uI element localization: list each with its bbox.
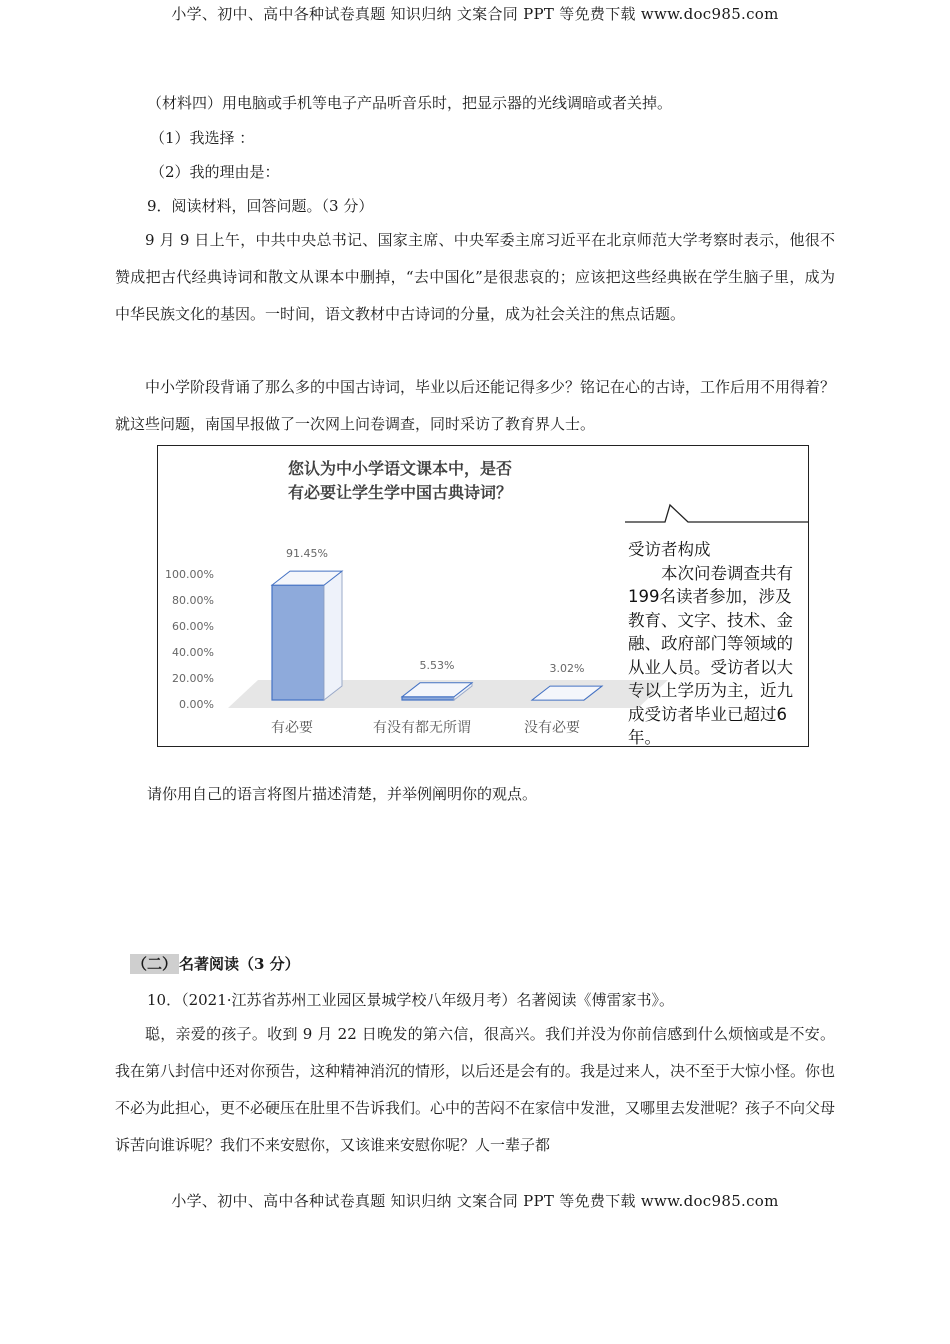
- question-9-title: 9．阅读材料，回答问题。（3 分）: [147, 197, 374, 215]
- chart-title-line-1: 您认为中小学语文课本中，是否: [288, 459, 513, 478]
- question-10-paragraph: 聪，亲爱的孩子。收到 9 月 22 日晚发的第六信，很高兴。我们并没为你前信感到什么烦恼或是不安。我在第八封信中还对你预告，这种精神消沉的情形，以后还是会有的。我是过来人，决不至于大惊小怪。你也不必为此担心，更不必硬压在肚里不告诉我们。心中的苦闷不在家信中发泄，又哪里去发泄呢？孩子不向父母诉苦向谁诉呢？我们不来安慰你，又该谁来安慰你呢？人一辈子都: [115, 1025, 836, 1154]
- page-header: 小学、初中、高中各种试卷真题 知识归纳 文案合同 PPT 等免费下载 www.doc985.com: [171, 5, 779, 23]
- respondent-note-body: 本次问卷调查共有199名读者参加，涉及教育、文字、技术、金融、政府部门等领域的从业人员。受访者以大专以上学历为主，近九成受访者毕业已超过6年。: [628, 563, 793, 747]
- chart-title-line-2: 有必要让学生学中国古典诗词？: [288, 483, 513, 502]
- category-label: 有没有都无所谓: [373, 720, 471, 736]
- category-label: 有必要: [271, 720, 313, 736]
- y-tick-label: 60.00%: [172, 620, 214, 633]
- bar-side: [324, 571, 342, 700]
- bar-value-label: 5.53%: [419, 658, 455, 672]
- bar-front: [272, 585, 324, 700]
- question-9-paragraph-1: 9 月 9 日上午，中共中央总书记、国家主席、中央军委主席习近平在北京师范大学考察时表示，他很不赞成把古代经典诗词和散文从课本中删掉，“去中国化”是很悲哀的；应该把这些经典嵌在学生脑子里，成为中华民族文化的基因。一时间，语文教材中古诗词的分量，成为社会关注的焦点话题。: [115, 231, 835, 323]
- y-tick-label: 20.00%: [172, 672, 214, 685]
- y-axis-ticks: [165, 568, 214, 711]
- bar-value-label: 91.45%: [286, 547, 328, 561]
- question-reason: （2）我的理由是：: [150, 163, 280, 181]
- section-2-title: 名著阅读（3 分）: [179, 955, 300, 973]
- question-9-task: 请你用自己的语言将图片描述清楚，并举例阐明你的观点。: [147, 785, 538, 803]
- category-label: 没有必要: [524, 720, 580, 736]
- y-tick-label: 0.00%: [179, 698, 214, 711]
- y-tick-label: 100.00%: [165, 568, 214, 581]
- question-choice: （1）我选择 ：: [150, 129, 255, 147]
- bar-value-label: 3.02%: [549, 662, 585, 676]
- section-2-mark: （二）: [132, 955, 178, 973]
- material-four: （材料四）用电脑或手机等电子产品听音乐时，把显示器的光线调暗或者关掉。: [147, 94, 673, 112]
- respondent-note-title: 受访者构成: [628, 540, 711, 559]
- callout-pointer: [625, 505, 808, 522]
- y-tick-label: 80.00%: [172, 594, 214, 607]
- survey-chart: [157, 445, 809, 747]
- question-10-title: 10．（2021·江苏省苏州工业园区景城学校八年级月考）名著阅读《傅雷家书》。: [147, 991, 675, 1009]
- page-footer: 小学、初中、高中各种试卷真题 知识归纳 文案合同 PPT 等免费下载 www.doc985.com: [171, 1192, 779, 1210]
- section-2-heading: [130, 953, 300, 974]
- y-tick-label: 40.00%: [172, 646, 214, 659]
- respondent-note: [628, 538, 798, 750]
- question-9-paragraph-2: 中小学阶段背诵了那么多的中国古诗词，毕业以后还能记得多少？铭记在心的古诗，工作后用不用得着？就这些问题，南国早报做了一次网上问卷调查，同时采访了教育界人士。: [115, 378, 836, 433]
